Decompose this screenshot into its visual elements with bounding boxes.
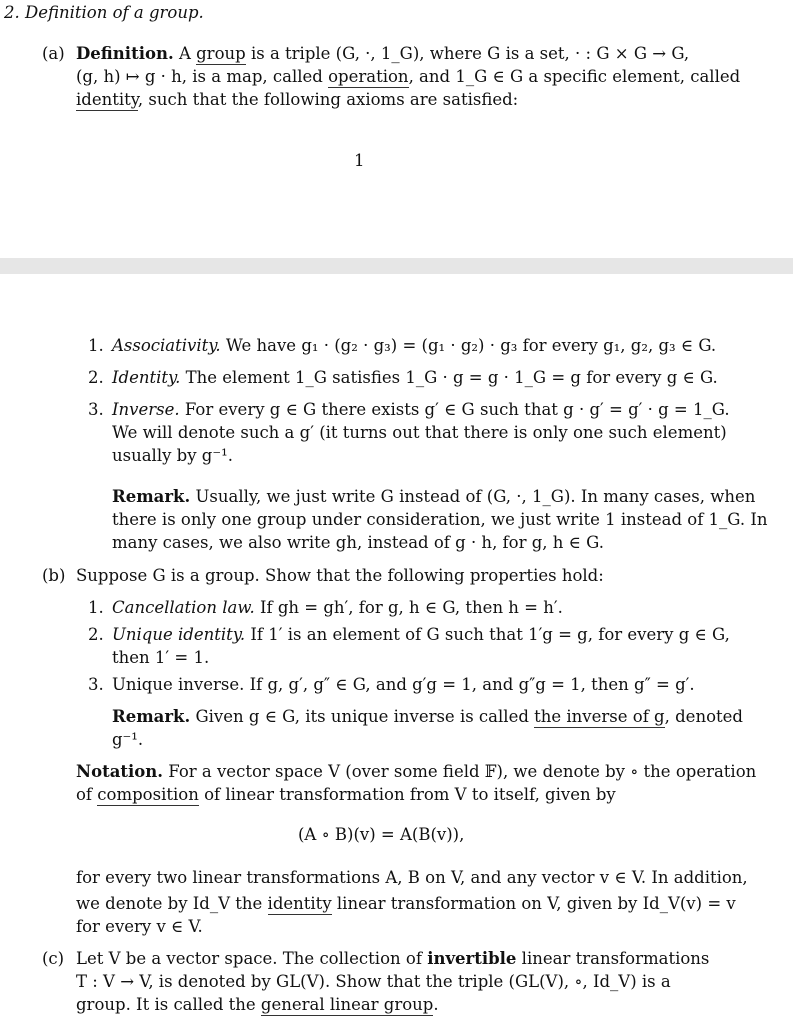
axiom-identity [112, 366, 718, 389]
part-a-label: (a) [42, 44, 65, 63]
axiom-inverse-line-2: We will denote such a g′ (it turns out that there is only one such element) [112, 423, 727, 442]
part-c-line-1 [76, 947, 709, 970]
remark2-line-1 [112, 705, 743, 728]
remark2-line-2: g⁻¹. [112, 730, 144, 749]
def-text: , such that the following axioms are satisfied: [137, 90, 519, 109]
notation-text: of linear transformation from V to itself, given by [198, 785, 616, 804]
term-operation: operation [328, 67, 409, 86]
axiom-name: Inverse. [112, 400, 180, 419]
page-separator [0, 258, 793, 274]
notation-line-1 [76, 760, 756, 783]
b-item-text: If gh = gh′, for g, h ∈ G, then h = h′. [254, 598, 563, 617]
b-item-number: 3. [88, 675, 104, 694]
remark-text: Given g ∈ G, its unique inverse is called [190, 707, 535, 726]
notation-line-5: for every v ∈ V. [76, 917, 203, 936]
section-heading: 2. Definition of a group. [4, 3, 204, 22]
remark-title: Remark. [112, 487, 191, 506]
term-identity-transformation: identity [267, 894, 332, 913]
axiom-text: We have g₁ · (g₂ · g₃) = (g₁ · g₂) · g₃ for every g₁, g₂, g₃ ∈ G. [220, 336, 717, 355]
part-c-text: linear transformations [516, 949, 710, 968]
part-b-text: Suppose G is a group. Show that the following properties hold: [76, 566, 604, 585]
term-invertible: invertible [427, 949, 517, 968]
term-identity: identity [76, 90, 138, 109]
def-text: A [178, 44, 197, 63]
remark1-line-3: many cases, we also write gh, instead of g · h, for g, h ∈ G. [112, 533, 604, 552]
b-item-name: Unique identity. [112, 625, 246, 644]
b-item-number: 2. [88, 625, 104, 644]
page-number: 1 [354, 151, 365, 170]
notation-title: Notation. [76, 762, 164, 781]
remark-text: , denoted [664, 707, 743, 726]
axiom-inverse-line-3: usually by g⁻¹. [112, 446, 233, 465]
b-item-name: Cancellation law. [112, 598, 255, 617]
definition-line-1 [76, 42, 689, 65]
notation-line-3: for every two linear transformations A, B on V, and any vector v ∈ V. In addition, [76, 868, 748, 887]
axiom-inverse [112, 398, 730, 421]
composition-formula: (A ∘ B)(v) = A(B(v)), [298, 825, 465, 844]
part-c-line-2: T : V → V, is denoted by GL(V). Show that the triple (GL(V), ∘, Id_V) is a [76, 972, 671, 991]
def-text: (g, h) ↦ g · h, is a map, called [76, 67, 329, 86]
b-item-cancellation [112, 596, 563, 619]
b-item-name: Unique inverse. [112, 675, 245, 694]
part-c-text: group. It is called the [76, 995, 261, 1014]
remark-title: Remark. [112, 707, 191, 726]
axiom-text: The element 1_G satisfies 1_G · g = g · 1_G = g for every g ∈ G. [180, 368, 718, 387]
axiom-name: Identity. [112, 368, 181, 387]
notation-text: For a vector space V (over some field 𝔽), we denote by ∘ the operation [163, 762, 757, 781]
axiom-associativity [112, 334, 716, 357]
definition-line-3 [76, 88, 518, 111]
definition-title: Definition. [76, 44, 174, 63]
b-item-number: 1. [88, 598, 104, 617]
axiom-number: 2. [88, 368, 104, 387]
part-b-label: (b) [42, 566, 66, 585]
notation-line-2 [76, 783, 616, 806]
remark-text: Usually, we just write G instead of (G, ·, 1_G). In many cases, when [190, 487, 756, 506]
part-c-label: (c) [42, 949, 65, 968]
notation-text: we denote by Id_V the [76, 894, 268, 913]
notation-text: linear transformation on V, given by Id_V(v) = v [331, 894, 736, 913]
term-composition: composition [97, 785, 199, 804]
b-item-unique-identity [112, 623, 730, 646]
term-inverse-of-g: the inverse of g [534, 707, 665, 726]
remark1-line-2: there is only one group under consideration, we just write 1 instead of 1_G. In [112, 510, 768, 529]
term-general-linear-group: general linear group [260, 995, 434, 1014]
def-text: , and 1_G ∈ G a specific element, called [408, 67, 741, 86]
term-group: group [196, 44, 246, 63]
axiom-text: For every g ∈ G there exists g′ ∈ G such that g · g′ = g′ · g = 1_G. [179, 400, 730, 419]
axiom-name: Associativity. [112, 336, 221, 355]
axiom-number: 3. [88, 400, 104, 419]
b-item-text: If 1′ is an element of G such that 1′g = g, for every g ∈ G, [245, 625, 730, 644]
remark1-line-1 [112, 485, 755, 508]
axiom-number: 1. [88, 336, 104, 355]
b-item-text: If g, g′, g″ ∈ G, and g′g = 1, and g″g = 1, then g″ = g′. [244, 675, 695, 694]
part-c-text: Let V be a vector space. The collection of [76, 949, 428, 968]
part-c-line-3 [76, 993, 439, 1016]
part-c-text: . [433, 995, 439, 1014]
definition-line-2 [76, 65, 740, 88]
notation-line-4 [76, 892, 736, 915]
def-text: is a triple (G, ·, 1_G), where G is a set, · : G × G → G, [245, 44, 690, 63]
b-item-unique-inverse [112, 673, 695, 696]
b-item-unique-identity-line-2: then 1′ = 1. [112, 648, 210, 667]
notation-text: of [76, 785, 98, 804]
